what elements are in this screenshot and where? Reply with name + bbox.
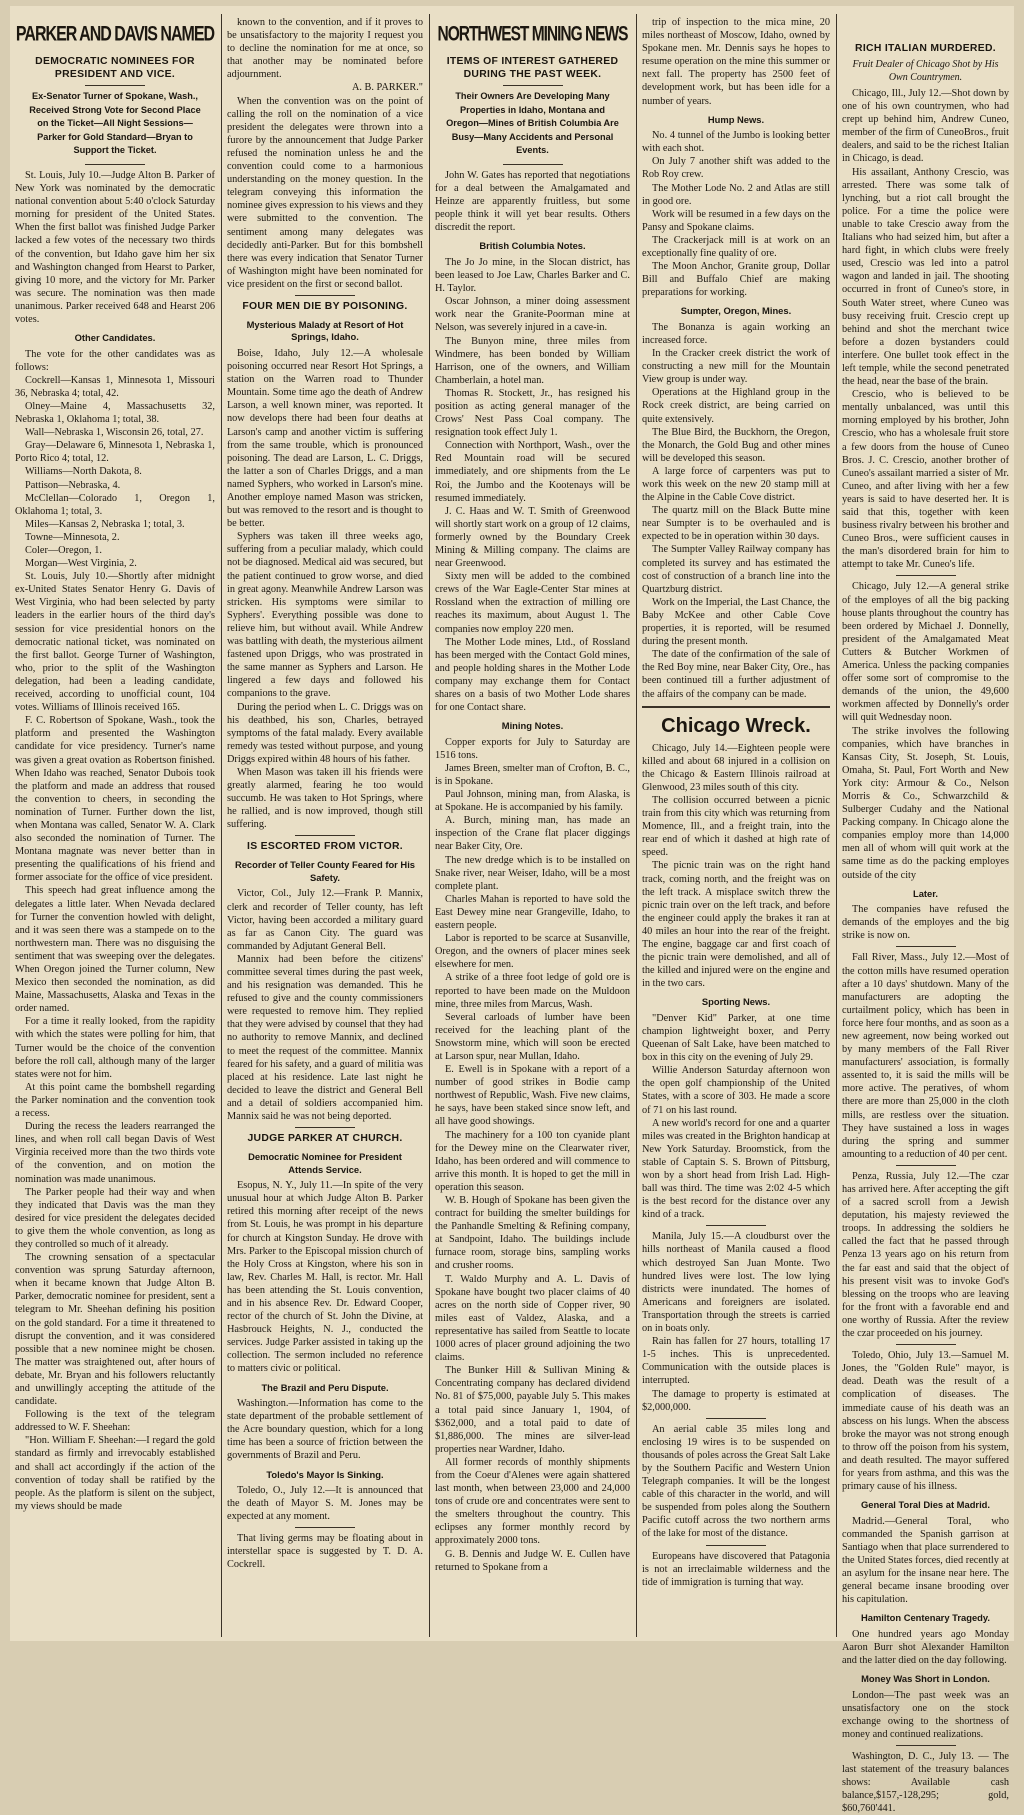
paragraph: Madrid.—General Toral, who commanded the Spanish garrison at Santiago when that place surrendered to the United States forces, died recently at an asylum for the insane near here. The general became insane brooding over his capitulation. — [842, 1515, 1009, 1606]
headline-rich-italian: RICH ITALIAN MURDERED. — [855, 43, 996, 54]
paragraph: One hundred years ago Monday Aaron Burr shot Alexander Hamilton and the latter died on the day following. — [842, 1628, 1009, 1666]
paragraph: A new world's record for one and a quarter miles was created in the Brighton handicap at New York Saturday. Broomstick, from the stable of Captain S. S. Brown of Pittsburg, won by a short head from Irish Lad. High-ball was third. The time was 2:02 4-5 which is the best record for the distance over any kind of a track. — [642, 1117, 830, 1221]
paragraph: In the Cracker creek district the work of constructing a new mill for the Mountain View group is under way. — [642, 348, 830, 386]
headline-judge-parker-church: JUDGE PARKER AT CHURCH. — [247, 1133, 403, 1145]
vote-line: Cockrell—Kansas 1, Minnesota 1, Missouri 36, Nebraska 4; total, 42. — [15, 374, 215, 399]
paragraph: The new dredge which is to be installed on Snake river, near Weiser, Idaho, will be a most complete plant. — [435, 854, 630, 892]
paragraph: Syphers was taken ill three weeks ago, suffering from a peculiar malady, which could not be diagnosed. Medical aid was secured, but the patient continued to grow worse, and died in great agony. Meanwhile Andrew Larson was stricken. His symptoms were similar to Syphers'. Everything possible was done to relieve him, but without avail. While Andrew was battling with death, the mysterious ailment fastened upon Driggs, who was prostrated in the same manner as Syphers and Larson. He lingered a few days and followed his companions to the grave. — [227, 531, 423, 700]
divider — [706, 1225, 766, 1226]
paragraph: Rain has fallen for 27 hours, totalling 17 1-5 inches. This is unprecedented. Communication with the outside places is interrupted. — [642, 1336, 830, 1387]
paragraph: Sixty men will be added to the combined crews of the War Eagle-Center Star mines at Rossland when the extraction of milling ore reaches its maximum, about August 1. The companies now employ 220 men. — [435, 571, 630, 635]
divider — [295, 295, 355, 296]
paragraph: W. B. Hough of Spokane has been given the contract for building the smelter buildings for the Panhandle Smelting & Refining company, at Sandpoint, Idaho. The buildings include furnace room, storage bins, sampling works and crusher rooms. — [435, 1195, 630, 1272]
paragraph: Following is the text of the telegram addressed to W. F. Sheehan: — [15, 1409, 215, 1434]
paragraph: Europeans have discovered that Patagonia is not an irreclaimable wilderness and the tide of immigration is turning that way. — [642, 1550, 830, 1588]
paragraph: The damage to property is estimated at $2,000,000. — [642, 1388, 830, 1413]
column-2 — [222, 16, 428, 1635]
divider — [706, 1545, 766, 1546]
paragraph: London—The past week was an unsatisfactory one on the stock exchange owing to the shortness of money and continued realizations. — [842, 1689, 1009, 1740]
headline-chicago-wreck: Chicago Wreck. — [661, 714, 811, 737]
paragraph: The Mother Lode mines, Ltd., of Rossland has been merged with the Contact Gold mines, and people holding shares in the Mother Lode company may exchange them for Contact shares on a basis of two Mother Lode shares for one Contact share. — [435, 636, 630, 714]
subhead-later: Later. — [912, 887, 938, 899]
subhead-toledo-mayor: Toledo's Mayor Is Sinking. — [266, 1468, 384, 1480]
subhead: Democratic Nominee for President Attends Service. — [248, 1151, 402, 1175]
paragraph: The Moon Anchor, Granite group, Dollar Bill and Buffalo Chief are making preparations for working. — [642, 261, 830, 299]
divider — [503, 85, 563, 86]
vote-line: Towne—Minnesota, 2. — [25, 531, 120, 543]
paragraph: The Crackerjack mill is at work on an exceptionally fine quality of ore. — [642, 234, 830, 259]
divider — [896, 1344, 956, 1345]
paragraph: Penza, Russia, July 12.—The czar has arrived here. After accepting the gift of a sacred scroll from a Jewish deputation, his majesty reviewed the troops. In addressing the soldiers he called the fact that he passed through Penza 13 years ago on his return from the far east and said that the object of his present visit was to invoke God's blessing on the troops who are leaving for the front with a favorable end and one worthy of Russia. After the review the czar proceeded on his journey. — [842, 1170, 1009, 1340]
vote-line: Miles—Kansas 2, Nebraska 1; total, 3. — [25, 518, 185, 530]
paragraph: Toledo, O., July 12.—It is announced that the death of Mayor S. M. Jones may be expected at any moment. — [227, 1485, 423, 1523]
paragraph: The Bunyon mine, three miles from Windmere, has been bonded by William Harrison, one of the owners, and William Chamberlain, a hotel man. — [435, 335, 630, 386]
paragraph: On July 7 another shift was added to the Rob Roy crew. — [642, 156, 830, 181]
paragraph: A. Burch, mining man, has made an inspection of the Crane flat placer diggings near Baker City, Ore. — [435, 815, 630, 853]
paragraph: At this point came the bombshell regarding the Parker nomination and the convention took a recess. — [15, 1081, 215, 1120]
vote-line: Coler—Oregon, 1. — [25, 545, 102, 556]
signature: A. B. PARKER." — [351, 82, 423, 94]
paragraph: T. Waldo Murphy and A. L. Davis of Spokane have bought two placer claims of 40 acres on the north side of Copper river, 90 miles east of Valdez, Alaska, and a representative has sailed from Seattle to locate 1000 acres of placer ground adjoining the two claims. — [435, 1273, 630, 1364]
paragraph: J. C. Haas and W. T. Smith of Greenwood will shortly start work on a group of 12 claims, formerly owned by the Boundary Creek Mining & Milling company. The claims are near Greenwood. — [435, 505, 630, 570]
divider — [706, 1418, 766, 1419]
subhead-other-candidates: Other Candidates. — [74, 332, 156, 344]
deck-items-of-interest: ITEMS OF INTEREST GATHERED DURING THE PAST WEEK. — [446, 56, 619, 80]
paragraph: Operations at the Highland group in the Rock creek district, are being carried on quite extensively. — [642, 387, 830, 425]
newspaper-page — [10, 6, 1014, 1815]
paragraph: All former records of monthly shipments from the Coeur d'Alenes were again shattered last month, when between 23,000 and 24,000 tons of crude ore and concentrates were sent to the smelters throughout the country. This eclipses any former monthly record by approximately 2000 tons. — [435, 1456, 630, 1547]
paragraph: "Hon. William F. Sheehan:—I regard the gold standard as firmly and irrevocably established and shall act accordingly if the action of the convention of today shall be ratified by the people. As the platform is silent on the subject, my views should be made — [15, 1435, 215, 1512]
paragraph: Several carloads of lumber have been received for the leaching plant of the Snowstorm mine, which will soon be erected at Larson spur, near Mullan, Idaho. — [435, 1011, 630, 1062]
paragraph: The strike involves the following companies, which have branches in Kansas City, St. Joseph, St. Louis, Omaha, St. Paul, Fort Worth and New York city: Armour & Co., Nelson Morris & Co., Schwarzchild & Sulberger Cudahy and the National Packing company. In Chicago alone the companies employ more than 14,000 men all of whom will quit work at the same time as do the packing employes outside of the city — [842, 725, 1009, 881]
paragraph: Charles Mahan is reported to have sold the East Dewey mine near Grangeville, Idaho, to eastern people. — [435, 893, 630, 932]
paragraph: A large force of carpenters was put to work this week on the new 20 stamp mill at the Alpine in the Cable Cove district. — [642, 465, 830, 504]
paragraph: Connection with Northport, Wash., over the Red Mountain road will be secured immediately, and ore shipments from the Le Roi, the Jumbo and the Kootenays will be resumed immediately. — [435, 440, 630, 504]
headline-northwest-mining: NORTHWEST MINING NEWS — [437, 22, 628, 46]
paragraph: St. Louis, July 10.—Shortly after midnight ex-United States Senator Henry G. Davis of West Virginia, who had been selected by party leaders in the earlier hours of the third day's session for vice presidential honors on the democratic national ticket, was nominated on the first ballot. George Turner of Washington, who, prior to the split of the Washington delegation, had been a leading candidate, received, according to unofficial count, 104 votes. Williams of Illinois received 165. — [15, 571, 215, 714]
subhead-brazil-peru: The Brazil and Peru Dispute. — [261, 1381, 389, 1393]
paragraph: Chicago, July 12.—A general strike of the employes of all the big packing house plants throughout the country has been ordered by Michael J. Donnelly, president of the Amalgamated Meat Cutters & Butcher Workmen of America. Unless the packing companies offer some sort of compromise to the demands of the union, the 49,600 workmen affected by Donnelly's order will quit Wednesday noon. — [842, 581, 1009, 724]
vote-line: Pattison—Nebraska, 4. — [25, 479, 121, 491]
paragraph: "Denver Kid" Parker, at one time champion lightweight boxer, and Perry Queenan of Salt Lake, have been matched to box in this city on the evening of July 29. — [642, 1012, 830, 1064]
paragraph: trip of inspection to the mica mine, 20 miles northeast of Moscow, Idaho, owned by Spokane men. Mr. Dennis says he hopes to resume operation on the mine this summer or next fall. The property has 2500 feet of development work, but has been idle for a number of years. — [642, 17, 830, 107]
paragraph: Crescio, who is believed to be mentally unbalanced, was until this morning employed by his brother, John Crescio, who has a wholesale fruit store a few doors from the house of Cuneo Bros. J. C. Crescio, another brother of Cuneo's assailant married a sister of Mr. Cuneo, and after living with her a few years is said to have deserted her. It is said that this, together with keen business rivalry between his brother and Cuneo Bros., were sufficient causes in the man's disordered brain for him to attempt to take Mr. Cuneo's life. — [842, 389, 1009, 571]
subhead-hamilton-centenary: Hamilton Centenary Tragedy. — [860, 1612, 991, 1624]
vote-line: Morgan—West Virginia, 2. — [25, 558, 137, 570]
subhead-sporting-news: Sporting News. — [701, 996, 771, 1008]
paragraph: The quartz mill on the Black Butte mine near Sumpter is to be overhauled and is expected to be in operation within 30 days. — [642, 505, 830, 543]
paragraph: Washington.—Information has come to the state department of the probable settlement of the Acre boundary question, which for a long time has been a source of friction between the governments of Brazil and Peru. — [227, 1398, 423, 1462]
divider — [896, 1165, 956, 1166]
paragraph: When Mason was taken ill his friends were greatly alarmed, fearing he too would succumb. He was taken to Hot Springs, where he rallied, and is now improved, though still suffering. — [227, 766, 423, 831]
paragraph: Work will be resumed in a few days on the Pansy and Spokane claims. — [642, 208, 830, 233]
paragraph: His assailant, Anthony Crescio, was arrested. There was some talk of lynching, but a riot call brought the police. For a time the police were unable to take Crescio away from the Italians who had seized him, but after a hard fight, in which clubs were freely used, Crescio was led into a patrol wagon and landed in jail. The shooting occurred in front of Cuneo's store, in South Water street, where Cuneo was busy receiving fruit. Crescio crept up behind and shot the merchant twice before a dozen bystanders could interfere. One bullet took effect in the left temple, while the second penetrated the head, near the base of the brain. — [842, 166, 1009, 388]
divider — [85, 85, 145, 86]
subhead-money-short: Money Was Short in London. — [861, 1673, 990, 1685]
paragraph: The picnic train was on the right hand track, coming north, and the freight was on the left track. A misplace switch threw the picnic train over on the left track, and before the engineer could apply the brakes it ran at 40 miles an hour into the rear of the freight. The engine, baggage car and first coach of the picnic train were demolished, and all of the killed and injured were on the engine and in the two cars. — [642, 860, 830, 990]
deck-owners-developing: Their Owners Are Developing Many Properties in Idaho, Montana and Oregon—Mines of British Columbia Are Busy—Many Accidents and Personal Events. — [446, 91, 619, 156]
paragraph: G. B. Dennis and Judge W. E. Cullen have returned to Spokane from a — [435, 1548, 630, 1573]
vote-line: Gray—Delaware 6, Minnesota 1, Nebraska 1, Porto Rico 4; total, 12. — [15, 440, 215, 465]
headline-parker-davis: PARKER AND DAVIS NAMED — [15, 22, 215, 46]
column-1 — [10, 16, 220, 1635]
paragraph: The Mother Lode No. 2 and Atlas are still in good ore. — [642, 182, 830, 207]
paragraph: Oscar Johnson, a miner doing assessment work near the Granite-Poorman mine at Nelson, was severely injured in a cave-in. — [435, 296, 630, 334]
divider — [85, 164, 145, 165]
paragraph: known to the convention, and if it proves to be unsatisfactory to the majority I request you to decline the nomination for me at once, so that another may be nominated before adjournment. — [227, 17, 423, 81]
paragraph: Copper exports for July to Saturday are 1516 tons. — [435, 736, 630, 761]
paragraph: An aerial cable 35 miles long and enclosing 19 wires is to be suspended on thousands of poles across the Great Salt Lake by the Southern Pacific and Western Union Telegraph companies. It will be the longest cable of this character in the world, and will be suspended from poles along the Southern Pacific cutoff across the two northern arms of the lake for most of the distance. — [642, 1423, 830, 1540]
subhead-sumpter-mines: Sumpter, Oregon, Mines. — [680, 305, 792, 317]
divider — [896, 1745, 956, 1746]
heavy-rule — [642, 706, 830, 708]
paragraph: The Bunker Hill & Sullivan Mining & Concentrating company has declared dividend No. 81 of $75,000, payable July 5. This makes a total paid since January 1, 1904, of $362,000, and a total paid to date of $1,886,000. The mines are silver-lead properties near Wardner, Idaho. — [435, 1365, 630, 1455]
paragraph: Mannix had been before the citizens' committee several times during the past week, and his resignation was demanded. This he refused to give and the county commissioners were requested to remove him. They replied that they were advised by counsel that they had no authority to remove Mannix, and declined to meet the request of the committee. Mannix feared for his safety, and a guard of militia was placed at his residence. Late last night he decided to leave the district and General Bell and a detail of soldiers accompanied him. Mannix said he was not being deported. — [227, 953, 423, 1123]
paragraph: The Jo Jo mine, in the Slocan district, has been leased to Joe Law, Charles Barker and C. H. Taylor. — [435, 256, 630, 295]
divider — [295, 1127, 355, 1128]
column-3 — [430, 16, 635, 1635]
paragraph: The Parker people had their way and when they indicated that Davis was the man they desired for vice president the delegates decided to give them the whole convention, as long as they controlled so much of it already. — [15, 1186, 215, 1250]
paragraph: When the convention was on the point of calling the roll on the nomination of a vice president the delegates were thrown into a furore by the announcement that Judge Parker refused the nomination unless he and the convention could come to a harmonious understanding on the money question. In the telegram conveying this information the nominee gives expression to his views and they were submitted to the convention. The sentiment among many delegates was decidedly anti-Parker. But for this bombshell there was every indication that Senator Turner of Washington might have been nominated for vice president on the first or second ballot. — [227, 95, 423, 290]
paragraph: E. Ewell is in Spokane with a report of a number of good strikes in Bodie camp northwest of Republic, Wash. Five new claims, he says, have been staked since snow left, and all have good showings. — [435, 1064, 630, 1128]
divider — [896, 575, 956, 576]
paragraph: Fall River, Mass., July 12.—Most of the cotton mills have resumed operation after a 10 days' shutdown. Many of the manufacturers are adopting the curtailment policy, which has been in force here four months, and as soon as a new agreement, now being worked out by many members of the Fall River manufacturers' association, is formally assented to, it is said the mills will be more active. The peratives, of whom there are more than 25,000 in the cloth mills, are restless over the situation. They have sustained a loss in wages during the spring and summer amounting to a reduction of 40 per cent. — [842, 952, 1009, 1160]
divider — [295, 1527, 355, 1528]
paragraph: Willie Anderson Saturday afternoon won the open golf championship of the United States, with a score of 303. He made a score of 71 on his last round. — [642, 1065, 830, 1116]
subhead-hump-news: Hump News. — [707, 113, 765, 125]
paragraph: A strike of a three foot ledge of gold ore is reported to have been made on the Muldoon mine, three miles from Marcus, Wash. — [435, 972, 630, 1010]
vote-line: Williams—North Dakota, 8. — [25, 466, 142, 478]
paragraph: This speech had great influence among the delegates a little later. When Nevada declared for Turner the convention howled with delight, and it was seen there was a stampede on to the northwestern man. There was no disguising the sentiment that was sweeping over the delegates. When Oregon joined the Turner column, New Mexico then seconded the nomination, as did Maine, Massachusetts, Alaska and Texas in the order named. — [15, 885, 215, 1015]
subhead-mining-notes: Mining Notes. — [501, 720, 564, 732]
paragraph: The crowning sensation of a spectacular convention was sprung Saturday afternoon, when it became known that Judge Alton B. Parker, democratic nominee for president, sent a telegram to Mr. Sheehan defining his position on the gold standard. For a time it threatened to disrupt the convention, and it was considered possible that a new nominee might be chosen. The matter was straightened out, after hours of debate, Mr. Bryan and his followers reluctantly and unwillingly accepting the attitude of the candidate. — [15, 1252, 215, 1408]
paragraph: Paul Johnson, mining man, from Alaska, is at Spokane. He is accompanied by his family. — [435, 789, 630, 814]
paragraph: James Breen, smelter man of Crofton, B. C., is in Spokane. — [435, 762, 630, 787]
paragraph: Toledo, Ohio, July 13.—Samuel M. Jones, the "Golden Rule" mayor, is dead. Death was the result of a complication of diseases. The immediate cause of his death was an abscess on his lungs. When the abscess broke the mayor was not strong enough to throw off the poison from his system, and death resulted. The mayor suffered for years from asthma, and this was the primary cause of his illness. — [842, 1350, 1009, 1493]
paragraph: The date of the confirmation of the sale of the Red Boy mine, near Baker City, Ore., has been continued till a further adjustment of the affairs of the company can be made. — [642, 649, 830, 700]
paragraph: The companies have refused the demands of the employes and the big strike is now on. — [842, 904, 1009, 942]
paragraph: The collision occurred between a picnic train from this city which was returning from Momence, Ill., and a freight train, into the rear end of which it dashed at high rate of speed. — [642, 794, 830, 859]
paragraph: St. Louis, July 10.—Judge Alton B. Parker of New York was nominated by the democratic national convention about 5:40 o'clock Saturday morning for president of the United States. When the first ballot was finished Judge Parker lacked a few votes of the necessary two thirds of the convention, but Idaho gave him her six and Washington changed from Hearst to Parker, giving 10 more, and the victory for Mr. Parker was secure. The nomination was then made unanimous. Parker received 648 and Hearst 206 votes. — [15, 169, 215, 325]
paragraph: Esopus, N. Y., July 11.—In spite of the very unusual hour at which Judge Alton B. Parker retired this morning after receipt of the news from St. Louis, he was prompt in his departure for church at Kingston Sunday. He drove with Mrs. Parker to the Episcopal mission church of the Holy Cross at Kingston, where his son in law, Rev. Charles M. Hall, is rector. Mr. Hall has been attending the St. Louis convention, and in his absence Rev. Dr. Edward Cooper, rector of the church of St. John the Divine, at Hasbrouck Heights, N. J., conducted the services. Judge Parker assisted in taking up the collection. The sermon included no reference to matters civic or political. — [227, 1180, 423, 1375]
subhead: Mysterious Malady at Resort of Hot Springs, Idaho. — [246, 318, 404, 343]
headline-escorted-from-victor: IS ESCORTED FROM VICTOR. — [247, 841, 403, 853]
deck-democratic-nominees: DEMOCRATIC NOMINEES FOR PRESIDENT AND VICE. — [35, 56, 195, 80]
vote-line: Olney—Maine 4, Massachusetts 32, Nebraska 1, Oklahoma 1; total, 38. — [15, 400, 215, 426]
paragraph: The machinery for a 100 ton cyanide plant for the Dewey mine on the Clearwater river, Idaho, has been ordered and will commence to arrive this month. It is hoped to get the mill in operation this season. — [435, 1129, 630, 1193]
column-5 — [837, 16, 1014, 1815]
divider — [295, 835, 355, 836]
paragraph: John W. Gates has reported that negotiations for a deal between the Amalgamated and Heinze are apparently fruitless, but some people think it will yet bear results. Others discredit the report. — [435, 169, 630, 234]
subhead: Fruit Dealer of Chicago Shot by His Own Countrymen. — [852, 59, 999, 83]
paragraph: The Blue Bird, the Buckhorn, the Oregon, the Monarch, the Gold Bug and other mines will be developed this season. — [642, 426, 830, 464]
divider — [503, 164, 563, 165]
paragraph: Boise, Idaho, July 12.—A wholesale poisoning occurred near Resort Hot Springs, a station on the Warren road to Thunder Mountain. Some time ago the death of Andrew Larson, a well known miner, was reported. It now develops there had been four deaths at Larson's camp and another victim is suffering from the same trouble, which is pronounced poisoning. The dead are Larson, L. C. Driggs, the latter a son of Charles Driggs, and a man named Syphers, who worked in Larson's mine. Another employe named Mason was stricken, but was removed to the resort and is thought to be better. — [227, 347, 423, 530]
paragraph: The Sumpter Valley Railway company has completed its survey and has estimated the cost of construction of a branch line into the Quartzburg district. — [642, 544, 830, 595]
subhead-general-toral: General Toral Dies at Madrid. — [860, 1499, 991, 1511]
paragraph: During the recess the leaders rearranged the lines, and when roll call began Davis of West Virginia received more than the two thirds vote of the convention, and on motion the nomination was made unanimous. — [15, 1121, 215, 1185]
vote-line: McClellan—Colorado 1, Oregon 1, Oklahoma 1; total, 3. — [15, 492, 215, 517]
paragraph: F. C. Robertson of Spokane, Wash., took the platform and presented the Washington candidate for vice presidency. Turner's name was given a great ovation as Robertson finished. When Idaho was reached, Senator Dubois took the platform and made an address that roused the convention to cheers, in seconding the nomination of Turner. Further down the list, when Montana was called, Senator W. A. Clark also seconded the nomination of Turner. The Montana magnate was never better than in presenting the qualifications of his friend and former associate for the office of vice president. — [15, 715, 215, 884]
paragraph: Victor, Col., July 12.—Frank P. Mannix, clerk and recorder of Teller county, has left Victor, having been accorded a military guard as far as Canon City. The guard was commanded by Adjutant General Bell. — [227, 888, 423, 952]
paragraph: Chicago, July 14.—Eighteen people were killed and about 68 injured in a collision on the Chicago & Eastern Illinois railroad at Glenwood, 23 miles south of this city. — [642, 742, 830, 793]
paragraph: The vote for the other candidates was as follows: — [15, 348, 215, 373]
paragraph: Manila, July 15.—A cloudburst over the hills northeast of Manila caused a flood which destroyed San Juan Monte. Two hundred lives were lost. The low lying districts were inundated. The homes of Americans and foreigners are isolated. Transportation through the streets is carried on in boats only. — [642, 1231, 830, 1335]
paragraph: For a time it really looked, from the rapidity with which the states were polling for him, that Turner would be the choice of the convention before the roll call, although many of the larger states were not for him. — [15, 1016, 215, 1080]
column-4 — [637, 16, 835, 1635]
divider — [896, 946, 956, 947]
paragraph: During the period when L. C. Driggs was on his deathbed, his son, Charles, betrayed symptoms of the fatal malady. Every available remedy was tested without purpose, and young Driggs expired within 48 hours of his father. — [227, 701, 423, 765]
paragraph: Thomas R. Stockett, Jr., has resigned his position as acting general manager of the Crows' Nest Pass Coal company. The resignation took effect July 1. — [435, 387, 630, 439]
paragraph: Washington, D. C., July 13. — The last statement of the treasury balances shows: Available cash balance,$157,-128,295; gold, $60,760'441. — [842, 1750, 1009, 1815]
subhead: Recorder of Teller County Feared for His Safety. — [234, 859, 416, 883]
paragraph: Labor is reported to be scarce at Susanville, Oregon, and the owners of placer mines seek elsewhere for men. — [435, 933, 630, 971]
paragraph: The Bonanza is again working an increased force. — [642, 321, 830, 346]
paragraph: No. 4 tunnel of the Jumbo is looking better with each shot. — [642, 130, 830, 155]
headline-four-men-die: FOUR MEN DIE BY POISONING. — [242, 300, 408, 312]
paragraph: Chicago, Ill., July 12.—Shot down by one of his own countrymen, who had crept up behind him, Andrew Cuneo, member of the firm of CuneoBros., fruit dealers, and said to be the richest Italian in Chicago, is dead. — [842, 88, 1009, 165]
vote-line: Wall—Nebraska 1, Wisconsin 26, total, 27. — [25, 427, 204, 439]
paragraph: Work on the Imperial, the Last Chance, the Baby McKee and other Cable Cove properties, it is reported, will be resumed during the present month. — [642, 596, 830, 648]
deck-turner-vote: Ex-Senator Turner of Spokane, Wash., Received Strong Vote for Second Place on the Ticket—All Night Sessions—Parker for Gold Standard—Bryan to Support the Ticket. — [29, 91, 201, 156]
subhead-british-columbia: British Columbia Notes. — [479, 240, 586, 252]
paragraph: That living germs may be floating about in interstellar space is suggested by T. D. A. Cockrell. — [227, 1533, 423, 1571]
